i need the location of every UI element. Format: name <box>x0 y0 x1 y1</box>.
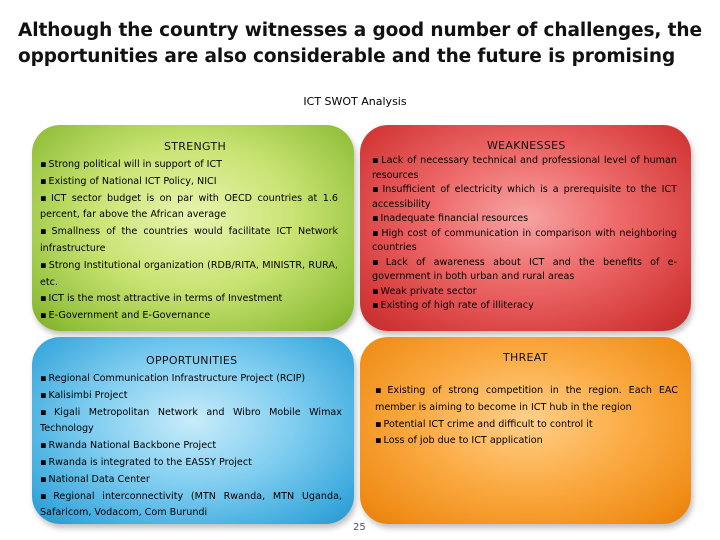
threat-heading: THREAT <box>503 351 548 364</box>
opportunities-box <box>32 337 354 524</box>
list-item: ▪ E-Government and E-Governance <box>40 308 338 325</box>
list-item: ▪ Lack of necessary technical and professional level of human resources <box>372 154 677 183</box>
list-item: ▪ High cost of communication in comparison with neighboring countries <box>372 227 677 256</box>
list-item: ▪ Lack of awareness about ICT and the benefits of e-government in both urban and rural areas <box>372 256 677 285</box>
opportunities-heading: OPPORTUNITIES <box>146 354 238 367</box>
page-number: 25 <box>353 522 366 533</box>
weaknesses-heading: WEAKNESSES <box>487 139 566 152</box>
slide-title: Although the country witnesses a good number of challenges, the opportunities are also considerable and the future is promising <box>18 20 702 67</box>
list-item: ▪ Strong political will in support of ICT <box>40 157 338 174</box>
strength-box <box>32 125 354 331</box>
list-item: ▪ Rwanda National Backbone Project <box>40 438 342 455</box>
list-item: ▪ Existing of strong competition in the region. Each EAC member is aiming to become in ICT hub in the region <box>375 383 678 417</box>
list-item: ▪ Existing of National ICT Policy, NICI <box>40 174 338 191</box>
threat-box <box>360 337 691 524</box>
list-item: ▪ ICT is the most attractive in terms of Investment <box>40 291 338 308</box>
list-item: ▪ Rwanda is integrated to the EASSY Project <box>40 455 342 472</box>
threat-list <box>375 383 678 450</box>
strength-heading: STRENGTH <box>164 140 227 153</box>
weaknesses-list <box>372 154 677 314</box>
list-item: ▪ Inadequate financial resources <box>372 212 677 227</box>
list-item: ▪ Smallness of the countries would facilitate ICT Network infrastructure <box>40 224 338 258</box>
list-item: ▪ Loss of job due to ICT application <box>375 433 678 450</box>
list-item: ▪ Existing of high rate of illiteracy <box>372 299 677 314</box>
list-item: ▪ Regional interconnectivity (MTN Rwanda, MTN Uganda, Safaricom, Vodacom, Com Burundi <box>40 489 342 523</box>
list-item: ▪ Strong Institutional organization (RDB/RITA, MINISTR, RURA, etc. <box>40 258 338 292</box>
list-item: ▪ Insufficient of electricity which is a prerequisite to the ICT accessibility <box>372 183 677 212</box>
list-item: ▪ Potential ICT crime and difficult to control it <box>375 417 678 434</box>
list-item: ▪ Regional Communication Infrastructure Project (RCIP) <box>40 371 342 388</box>
strength-list <box>40 157 338 325</box>
slide-subtitle: ICT SWOT Analysis <box>303 95 407 108</box>
list-item: ▪ ICT sector budget is on par with OECD countries at 1.6 percent, far above the African average <box>40 191 338 225</box>
list-item: ▪ Weak private sector <box>372 285 677 300</box>
weaknesses-box <box>360 125 691 331</box>
opportunities-list <box>40 371 342 522</box>
list-item: ▪ Kigali Metropolitan Network and Wibro Mobile Wimax Technology <box>40 405 342 439</box>
list-item: ▪ National Data Center <box>40 472 342 489</box>
list-item: ▪ Kalisimbi Project <box>40 388 342 405</box>
